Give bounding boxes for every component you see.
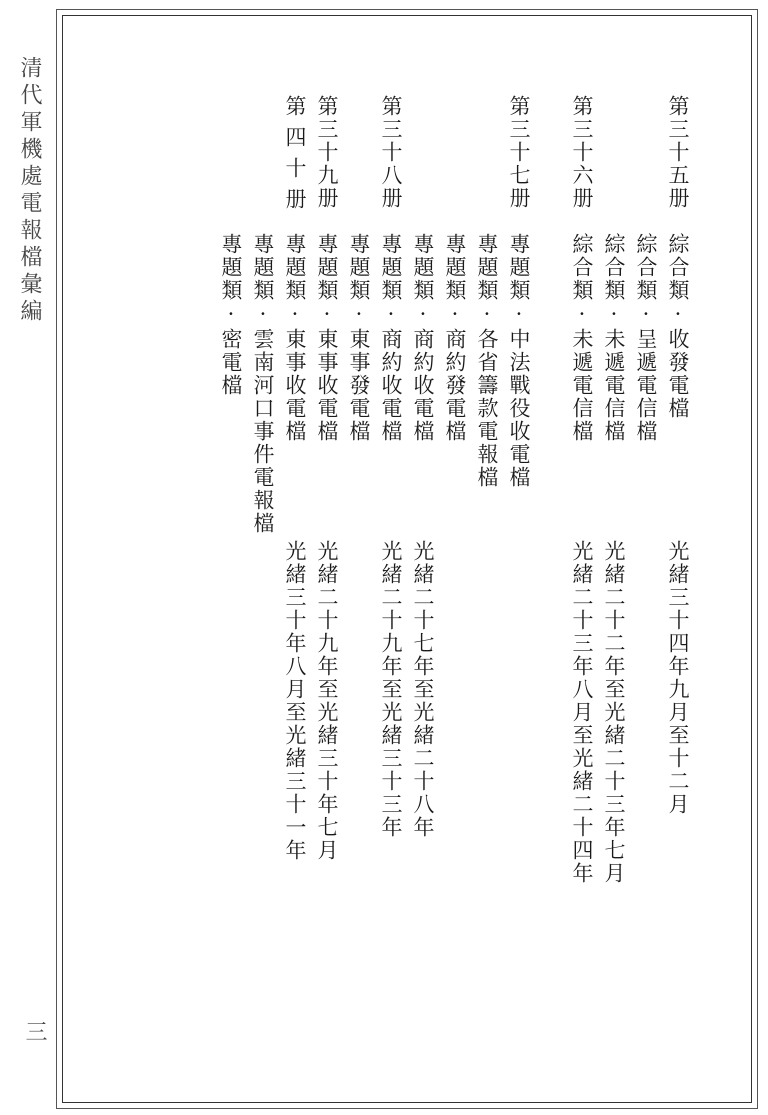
subject-35-1: 綜合類·收發電檔 <box>666 233 690 420</box>
date-35-3: 光緒二十二年至光緒二十三年七月 <box>602 540 626 885</box>
subject-35-2: 綜合類·呈遞電信檔 <box>634 233 658 443</box>
subject-37-4: 專題類·商約收電檔 <box>411 233 435 443</box>
subject-37-1: 專題類·中法戰役收電檔 <box>507 233 531 489</box>
date-39: 光緒二十九年至光緒三十年七月 <box>315 540 339 862</box>
volume-39: 第三十九册 <box>315 95 339 210</box>
volume-37: 第三十七册 <box>507 95 531 210</box>
date-35: 光緒三十四年九月至十二月 <box>666 540 690 816</box>
page-number: 三 <box>22 1020 47 1042</box>
volume-36: 第三十六册 <box>570 95 594 210</box>
subject-35-3: 綜合類·未遞電信檔 <box>602 233 626 443</box>
date-38: 光緒二十九年至光緒三十三年 <box>379 540 403 839</box>
subject-40-3: 專題類·密電檔 <box>219 233 243 397</box>
date-40: 光緒三十年八月至光緒三十一年 <box>283 540 307 862</box>
running-title: 清代軍機處電報檔彙編 <box>17 56 42 326</box>
subject-39-1: 專題類·東事收電檔 <box>315 233 339 443</box>
subject-36-1: 綜合類·未遞電信檔 <box>570 233 594 443</box>
subject-38-1: 專題類·商約收電檔 <box>379 233 403 443</box>
subject-38-2: 專題類·東事發電檔 <box>347 233 371 443</box>
date-36: 光緒二十三年八月至光緒二十四年 <box>570 540 594 885</box>
subject-37-2: 專題類·各省籌款電報檔 <box>475 233 499 489</box>
date-37: 光緒二十七年至光緒二十八年 <box>411 540 435 839</box>
subject-37-3: 專題類·商約發電檔 <box>443 233 467 443</box>
volume-40: 第四十册 <box>283 95 307 219</box>
volume-38: 第三十八册 <box>379 95 403 210</box>
subject-40-2: 專題類·雲南河口事件電報檔 <box>251 233 275 535</box>
inner-page-frame <box>62 15 752 1103</box>
volume-35: 第三十五册 <box>666 95 690 210</box>
subject-40-1: 專題類·東事收電檔 <box>283 233 307 443</box>
